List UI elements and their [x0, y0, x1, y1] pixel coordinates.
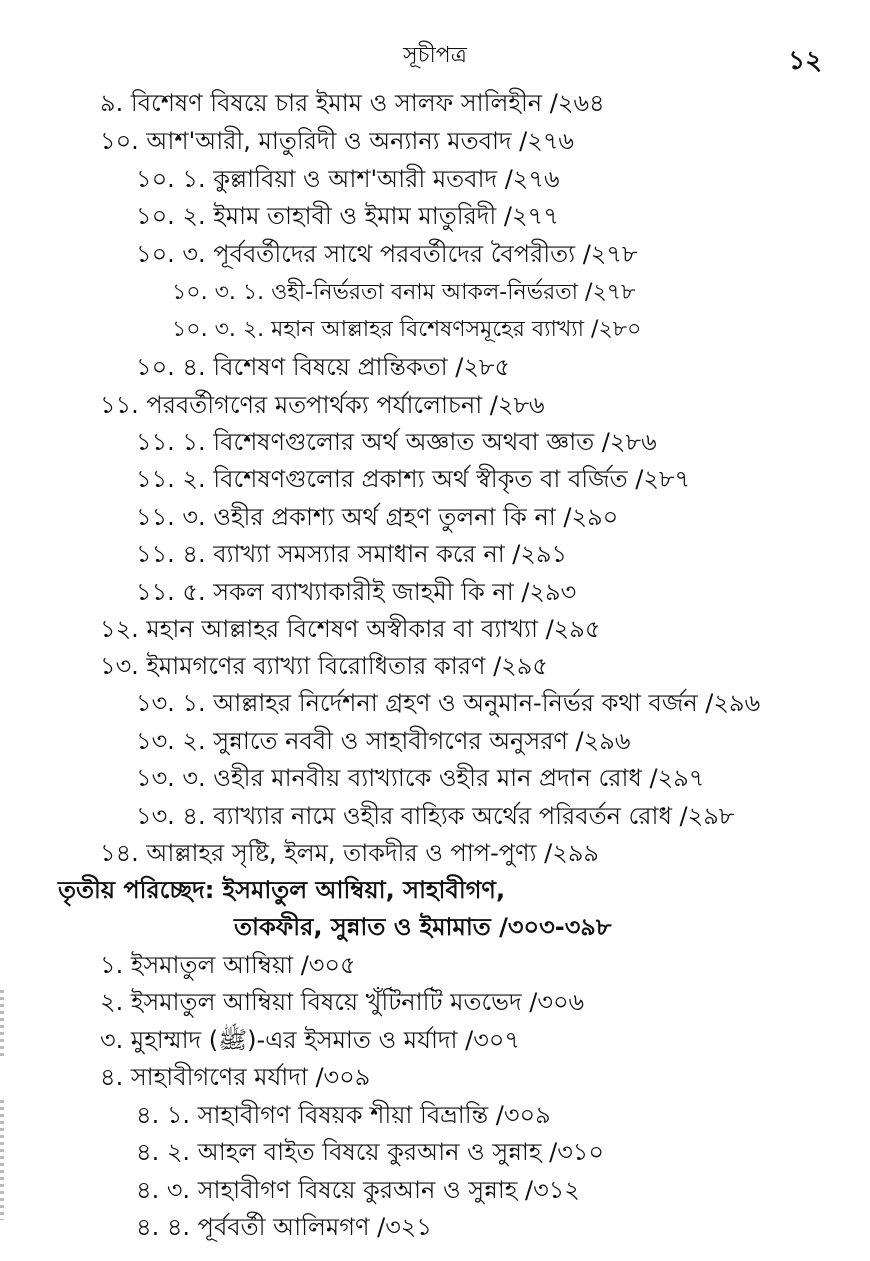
toc-entry: ৯. বিশেষণ বিষয়ে চার ইমাম ও সালফ সালিহীন /২৬৪: [100, 89, 605, 117]
toc-entry: ১০. ৪. বিশেষণ বিষয়ে প্রান্তিকতা /২৮৫: [136, 353, 511, 381]
toc-entry: ১. ইসমাতুল আম্বিয়া /৩০৫: [100, 951, 356, 979]
toc-entry: ১৩. ২. সুন্নাতে নববী ও সাহাবীগণের অনুসরণ /২৯৬: [136, 727, 631, 755]
toc-entry: ১১. ৩. ওহীর প্রকাশ্য অর্থ গ্রহণ তুলনা কি না /২৯০: [136, 503, 619, 531]
toc-entry: ১০. ৩. ২. মহান আল্লাহর বিশেষণসমূহের ব্যাখ্যা /২৮০: [172, 317, 642, 342]
toc-entry: ৪. ১. সাহাবীগণ বিষয়ক শীয়া বিভ্রান্তি /৩০৯: [136, 1101, 551, 1129]
scan-margin-mark: [0, 990, 4, 1060]
toc-entry: ১০. ২. ইমাম তাহাবী ও ইমাম মাতুরিদী /২৭৭: [136, 202, 559, 230]
toc-entry: ১১. পরবর্তীগণের মতপার্থক্য পর্যালোচনা /২৮৬: [100, 391, 545, 419]
toc-entry: ১০. আশ'আরী, মাতুরিদী ও অন্যান্য মতবাদ /২৭৬: [100, 127, 575, 155]
page-title: সূচীপত্র: [403, 43, 467, 68]
chapter-heading: তৃতীয় পরিচ্ছেদ: ইসমাতুল আম্বিয়া, সাহাবীগণ,: [58, 876, 506, 904]
toc-entry: ৪. ৪. পূর্ববর্তী আলিমগণ /৩২১: [136, 1213, 432, 1241]
toc-entry: ২. ইসমাতুল আম্বিয়া বিষয়ে খুঁটিনাটি মতভেদ /৩০৬: [100, 988, 585, 1016]
toc-entry: ৪. ২. আহল বাইত বিষয়ে কুরআন ও সুন্নাহ /৩১০: [136, 1138, 604, 1166]
toc-entry: ১৩. ৪. ব্যাখ্যার নামে ওহীর বাহ্যিক অর্থের পরিবর্তন রোধ /২৯৮: [136, 802, 735, 830]
toc-entry: ১০. ৩. পূর্ববর্তীদের সাথে পরবর্তীদের বৈপরীত্য /২৭৮: [136, 240, 638, 268]
toc-entry: ১৩. ১. আল্লাহর নির্দেশনা গ্রহণ ও অনুমান-নির্ভর কথা বর্জন /২৯৬: [136, 689, 761, 717]
toc-entry: ৪. ৩. সাহাবীগণ বিষয়ে কুরআন ও সুন্নাহ /৩১২: [136, 1176, 580, 1204]
page-number: ১২: [788, 46, 822, 76]
toc-entry: ১১. ২. বিশেষণগুলোর প্রকাশ্য অর্থ স্বীকৃত বা বর্জিত /২৮৭: [136, 465, 691, 493]
toc-entry: ১৪. আল্লাহর সৃষ্টি, ইলম, তাকদীর ও পাপ-পুণ্য /২৯৯: [100, 839, 599, 867]
toc-entry: ১৩. ৩. ওহীর মানবীয় ব্যাখ্যাকে ওহীর মান প্রদান রোধ /২৯৭: [136, 764, 705, 792]
scan-margin-mark: [0, 1100, 4, 1220]
toc-entry: ৪. সাহাবীগণের মর্যাদা /৩০৯: [100, 1063, 371, 1091]
toc-entry: ১৩. ইমামগণের ব্যাখ্যা বিরোধিতার কারণ /২৯৫: [100, 652, 548, 680]
toc-entry: ৩. মুহাম্মাদ (ﷺ)-এর ইসমাত ও মর্যাদা /৩০৭: [100, 1026, 521, 1054]
toc-entry: ১২. মহান আল্লাহর বিশেষণ অস্বীকার বা ব্যাখ্যা /২৯৫: [100, 615, 601, 643]
toc-entry: ১০. ১. কুল্লাবিয়া ও আশ'আরী মতবাদ /২৭৬: [136, 165, 560, 193]
toc-entry: ১০. ৩. ১. ওহী-নির্ভরতা বনাম আকল-নির্ভরতা /২৭৮: [172, 280, 636, 305]
toc-entry: ১১. ৫. সকল ব্যাখ্যাকারীই জাহমী কি না /২৯৩: [136, 578, 577, 606]
toc-entry: ১১. ৪. ব্যাখ্যা সমস্যার সমাধান করে না /২৯১: [136, 540, 568, 568]
toc-entry: ১১. ১. বিশেষণগুলোর অর্থ অজ্ঞাত অথবা জ্ঞাত /২৮৬: [136, 428, 657, 456]
chapter-heading-continued: তাকফীর, সুন্নাত ও ইমামাত /৩০৩-৩৯৮: [234, 913, 612, 941]
